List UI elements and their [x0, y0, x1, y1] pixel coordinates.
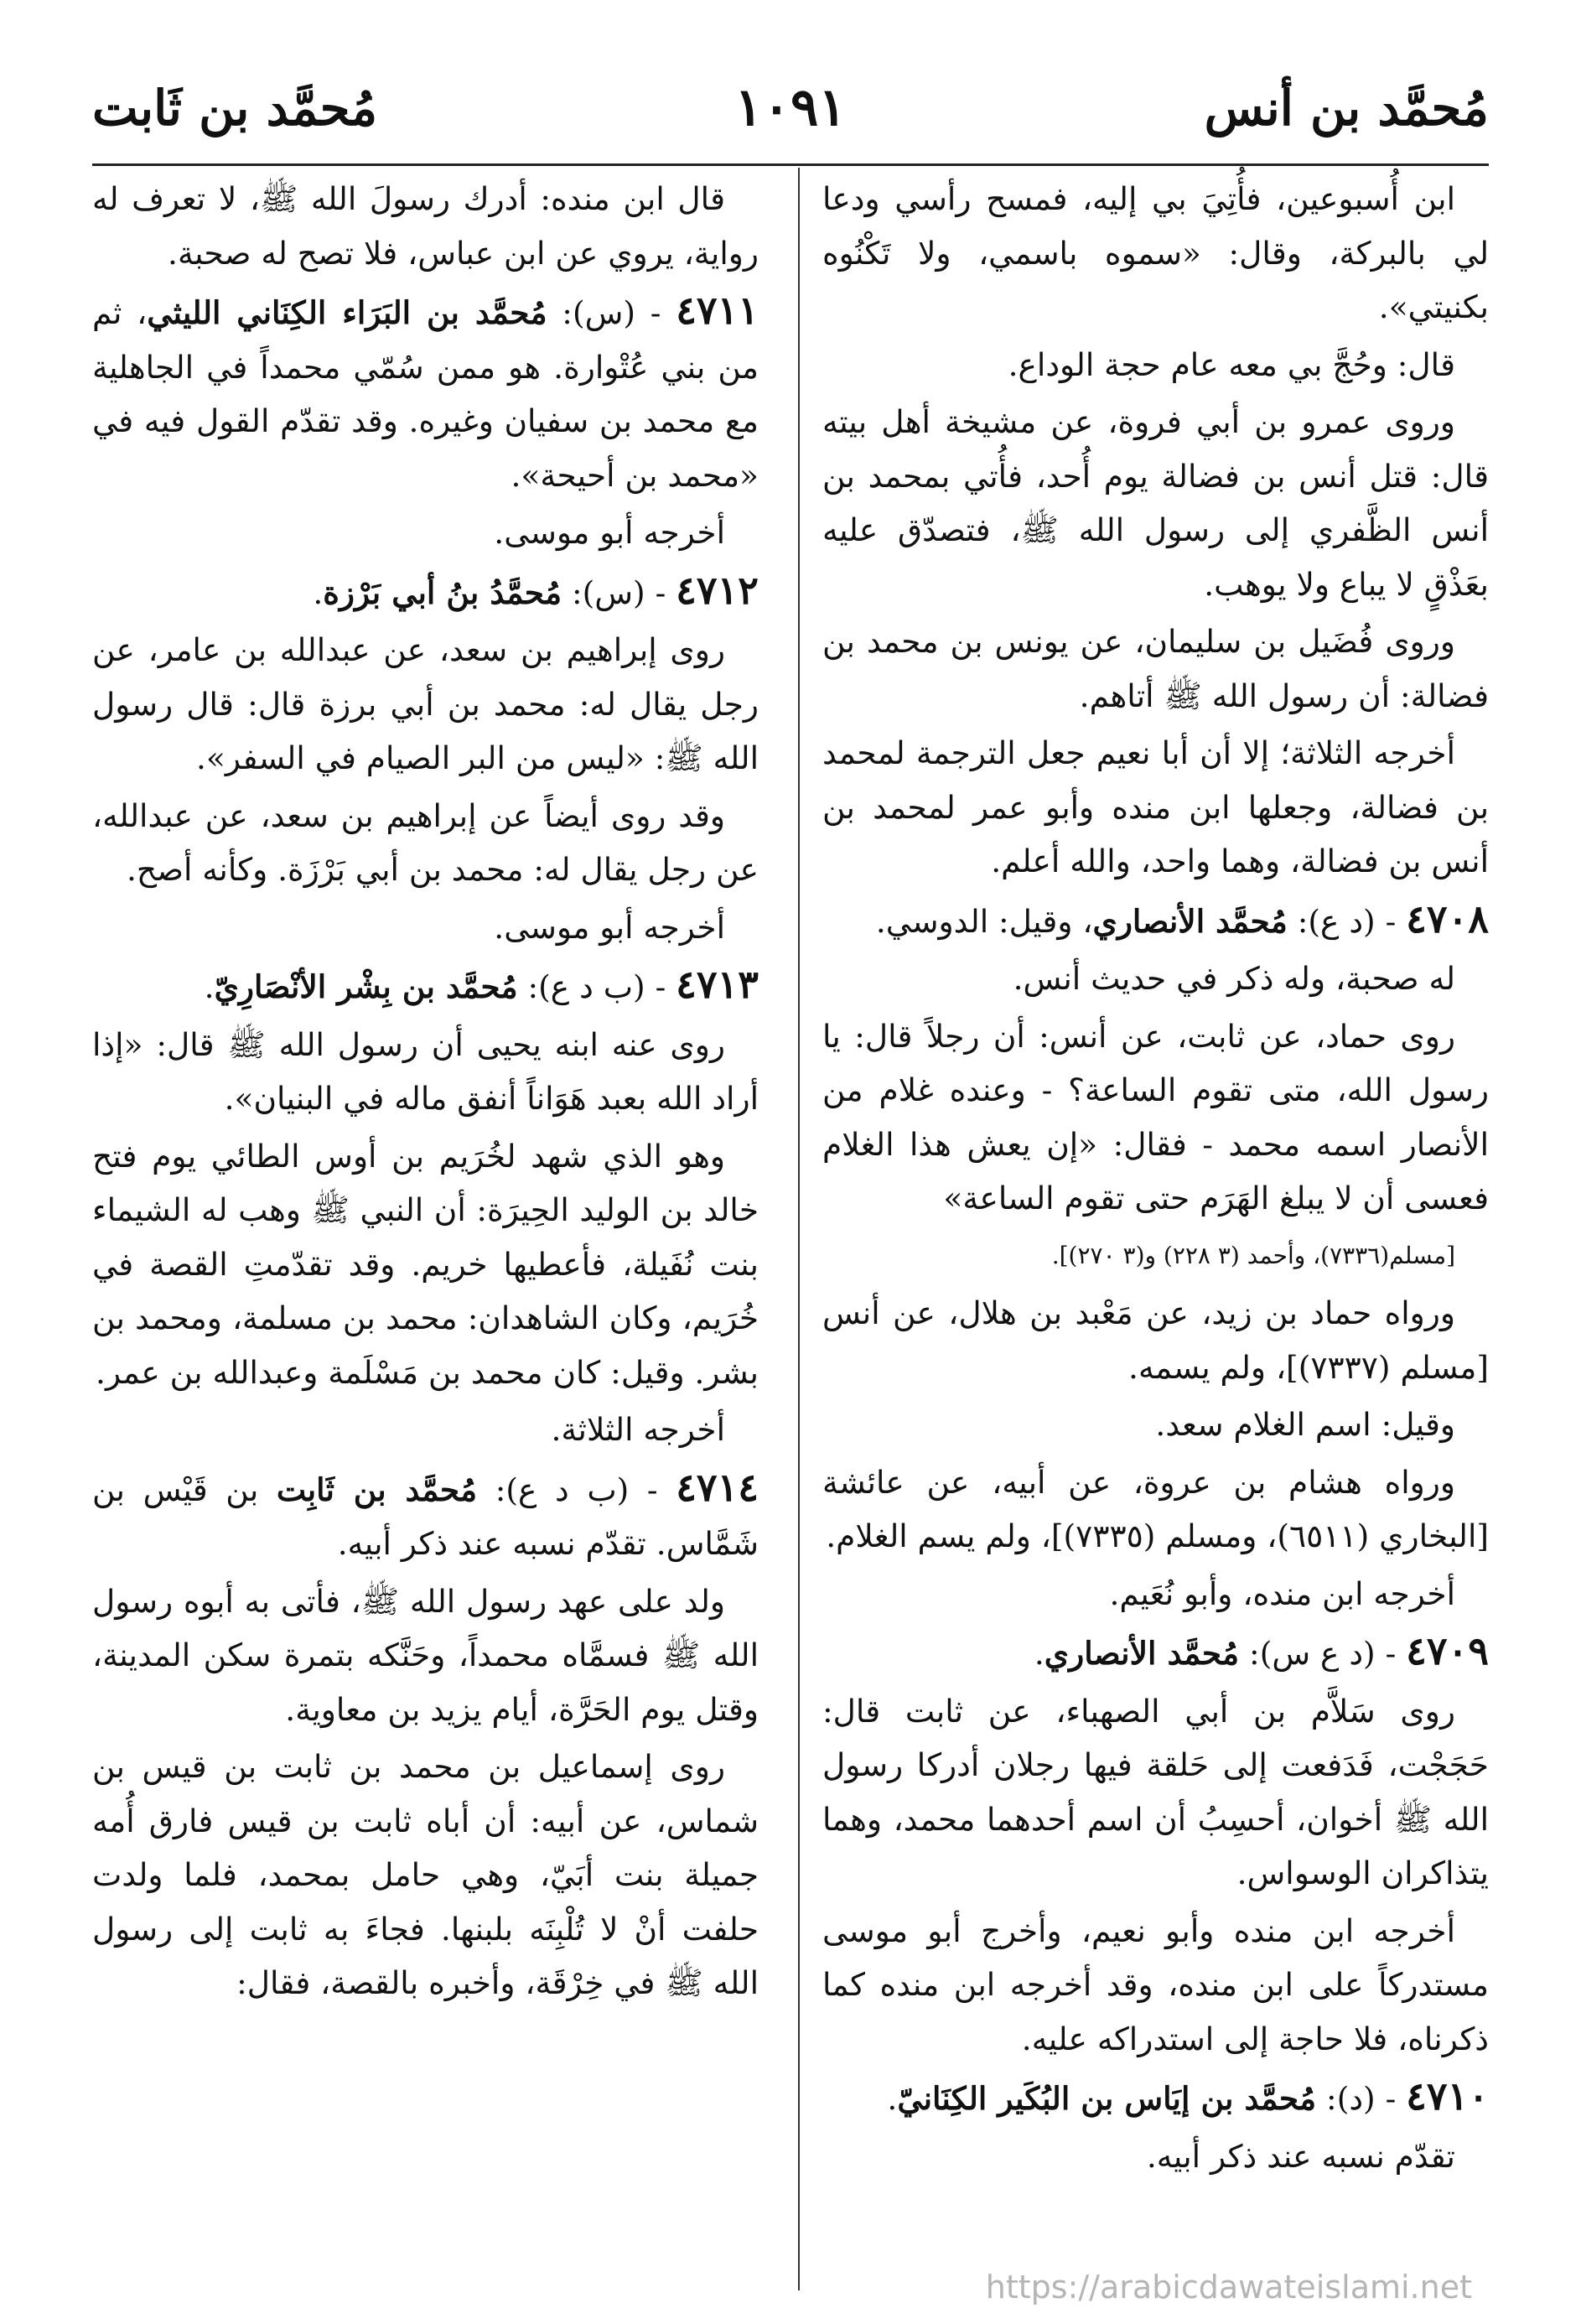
- entry-code: - (س):: [547, 294, 676, 331]
- entry-number: ٤٧٠٩: [1406, 1628, 1489, 1673]
- paragraph: روى عنه ابنه يحيى أن رسول الله ﷺ قال: «إذا أراد الله بعبد هَوَاناً أنفق ماله في البنيان».: [92, 1025, 759, 1117]
- paragraph: وقيل: اسم الغلام سعد.: [1155, 1406, 1455, 1443]
- entry-name: مُحمَّد بن إيَاس بن البُكَير الكِنَانيّ: [897, 2080, 1317, 2117]
- paragraph: قال ابن منده: أدرك رسولَ الله ﷺ، لا تعرف له رواية، يروي عن ابن عباس، فلا تصح له صحبة.: [92, 180, 759, 272]
- entry-heading: [92, 283, 759, 502]
- entry-number: ٤٧١٤: [676, 1464, 759, 1510]
- watermark-url: https://arabicdawateislami.net: [985, 2269, 1472, 2306]
- entry-heading: [822, 1624, 1489, 1681]
- entry-rest: بن قَيْس بن شَمَّاس. تقدّم نسبه عند ذكر أبيه.: [92, 1471, 759, 1562]
- paragraph: وروى فُضَيل بن سليمان، عن يونس بن محمد بن فضالة: أن رسول الله ﷺ أتاهم.: [822, 623, 1489, 714]
- paragraph: وقد روى أيضاً عن إبراهيم بن سعد، عن عبدالله، عن رجل يقال له: محمد بن أبي بَرْزَة. وكأنه أصح.: [92, 796, 759, 888]
- entry-name: مُحمَّد بن بِشْر الأنْصَارِيّ: [214, 968, 518, 1005]
- entry-heading: [822, 2069, 1489, 2126]
- column-divider: [798, 168, 800, 2290]
- paragraph: قال: وحُجَّ بي معه عام حجة الوداع.: [1008, 345, 1455, 383]
- paragraph: روى إبراهيم بن سعد، عن عبدالله بن عامر، عن رجل يقال له: محمد بن أبي برزة قال: قال رسول الله ﷺ: «ليس من البر الصيام في السفر».: [92, 631, 759, 776]
- entry-name: مُحمَّدُ بنُ أبي بَرْزة: [323, 573, 562, 611]
- entry-name: مُحمَّد بن البَرَاء الكِنَاني الليثي: [147, 294, 547, 331]
- paragraph: أخرجه ابن منده، وأبو نُعَيم.: [1109, 1574, 1455, 1612]
- entry-rest: ، وقيل: الدوسي.: [875, 902, 1093, 940]
- left-column: [92, 172, 759, 2014]
- paragraph: أخرجه الثلاثة.: [551, 1411, 725, 1448]
- paragraph: وروى عمرو بن أبي فروة، عن مشيخة أهل بيته قال: قتل أنس بن فضالة يوم أُحد، فأُتي بمحمد بن أنس الظَّفري إلى رسول الله ﷺ، فتصدّق عليه بعَذْقٍ لا يباع ولا يوهب.: [822, 403, 1489, 603]
- header-left-title: مُحمَّد بن ثَابت: [92, 80, 378, 137]
- entry-code: - (د ع س):: [1239, 1635, 1407, 1672]
- paragraph: وهو الذي شهد لخُرَيم بن أوس الطائي يوم فتح خالد بن الوليد الحِيرَة: أن النبي ﷺ وهب له الشيماء بنت نُفَيلة، فأعطيها خريم. وقد تقدّمتِ القصة في خُرَيم، وكان الشاهدان: محمد بن مسلمة، ومحمد بن بشر. وقيل: كان محمد بن مَسْلَمة وعبدالله بن عمر.: [92, 1137, 759, 1391]
- entry-name: مُحمَّد الأنصاري: [1044, 1635, 1240, 1672]
- entry-rest: ، ثم من بني عُتْوارة. هو ممن سُمّي محمداً في الجاهلية مع محمد بن سفيان وغيره. وقد تقدّم القول فيه في «محمد بن أحيحة».: [92, 294, 759, 494]
- header-rule: [92, 163, 1489, 166]
- entry-code: - (ب د ع):: [477, 1471, 676, 1508]
- paragraph: روى إسماعيل بن محمد بن ثابت بن قيس بن شماس، عن أبيه: أن أباه ثابت بن قيس فارق أُمه جميلة بنت أبَيّ، وهي حامل بمحمد، فلما ولدت حلفت أنْ لا تُلْبِنَه بلبنها. فجاءَ به ثابت إلى رسول الله ﷺ في خِرْقَة، وأخبره بالقصة، فقال:: [92, 1748, 759, 2001]
- right-column: [822, 172, 1489, 2187]
- entry-rest: .: [887, 2080, 898, 2117]
- header-right-title: مُحمَّد بن أنس: [1204, 80, 1489, 137]
- entry-number: ٤٧١١: [676, 288, 759, 333]
- entry-code: - (د ع):: [1287, 902, 1407, 940]
- entry-rest: .: [313, 573, 324, 611]
- page-number: ١٠٩١: [734, 76, 847, 137]
- paragraph: أخرجه أبو موسى.: [494, 514, 725, 551]
- entry-number: ٤٧١٣: [676, 962, 759, 1007]
- entry-rest: .: [204, 968, 215, 1005]
- paragraph: ابن أُسبوعين، فأُتِيَ بي إليه، فمسح رأسي ودعا لي بالبركة، وقال: «سموه باسمي، ولا تَكْنُوه بكنيتي».: [822, 180, 1489, 325]
- entry-name: مُحمَّد بن ثَابِت: [276, 1471, 478, 1508]
- entry-heading: [92, 957, 759, 1014]
- entry-number: ٤٧٠٨: [1406, 895, 1489, 942]
- paragraph: ورواه هشام بن عروة، عن أبيه، عن عائشة [البخاري (٦٥١١)، ومسلم (٧٣٣٥)]، ولم يسم الغلام.: [822, 1463, 1489, 1554]
- entry-code: - (ب د ع):: [517, 968, 676, 1005]
- running-head: [92, 76, 1489, 155]
- paragraph: روى سَلاَّم بن أبي الصهباء، عن ثابت قال: حَجَجْت، فَدَفعت إلى حَلقة فيها رجلان أدركا رسول الله ﷺ أخوان، أحسِبُ أن اسم أحدهما محمد، وهما يتذاكران الوسواس.: [822, 1692, 1489, 1891]
- paragraph: تقدّم نسبه عند ذكر أبيه.: [1146, 2137, 1455, 2175]
- paragraph: ولد على عهد رسول الله ﷺ، فأتى به أبوه رسول الله ﷺ فسمَّاه محمداً، وحَنَّكه بتمرة سكن المدينة، وقتل يوم الحَرَّة، أيام يزيد بن معاوية.: [92, 1582, 759, 1728]
- paragraph: أخرجه أبو موسى.: [494, 908, 725, 946]
- entry-code: - (س):: [562, 573, 676, 611]
- entry-name: مُحمَّد الأنصاري: [1092, 902, 1288, 940]
- paragraph: روى حماد، عن ثابت، عن أنس: أن رجلاً قال: يا رسول الله، متى تقوم الساعة؟ - وعنده غلام من الأنصار اسمه محمد - فقال: «إن يعش هذا الغلام فعسى أن لا يبلغ الهَرَم حتى تقوم الساعة»: [822, 1017, 1489, 1216]
- paragraph: ورواه حماد بن زيد، عن مَعْبد بن هلال، عن أنس [مسلم (٧٣٣٧)]، ولم يسمه.: [822, 1294, 1489, 1386]
- reference: [مسلم(٧٣٣٦)، وأحمد (٣ ٢٢٨) و(٣ ٢٧٠)].: [1051, 1241, 1455, 1269]
- entry-code: - (د):: [1316, 2080, 1407, 2117]
- entry-heading: [92, 563, 759, 620]
- entry-number: ٤٧١٠: [1406, 2073, 1489, 2119]
- entry-heading: [92, 1460, 759, 1571]
- paragraph: أخرجه ابن منده وأبو نعيم، وأخرج أبو موسى مستدركاً على ابن منده، وقد أخرجه ابن منده كما ذكرناه، فلا حاجة إلى استدراكه عليه.: [822, 1912, 1489, 2057]
- entry-number: ٤٧١٢: [676, 567, 759, 613]
- entry-rest: .: [1034, 1635, 1044, 1672]
- paragraph: له صحبة، وله ذكر في حديث أنس.: [1013, 960, 1455, 997]
- paragraph: أخرجه الثلاثة؛ إلا أن أبا نعيم جعل الترجمة لمحمد بن فضالة، وجعلها ابن منده وأبو عمر لمحمد بن أنس بن فضالة، وهما واحد، والله أعلم.: [822, 734, 1489, 879]
- entry-heading: [822, 892, 1489, 949]
